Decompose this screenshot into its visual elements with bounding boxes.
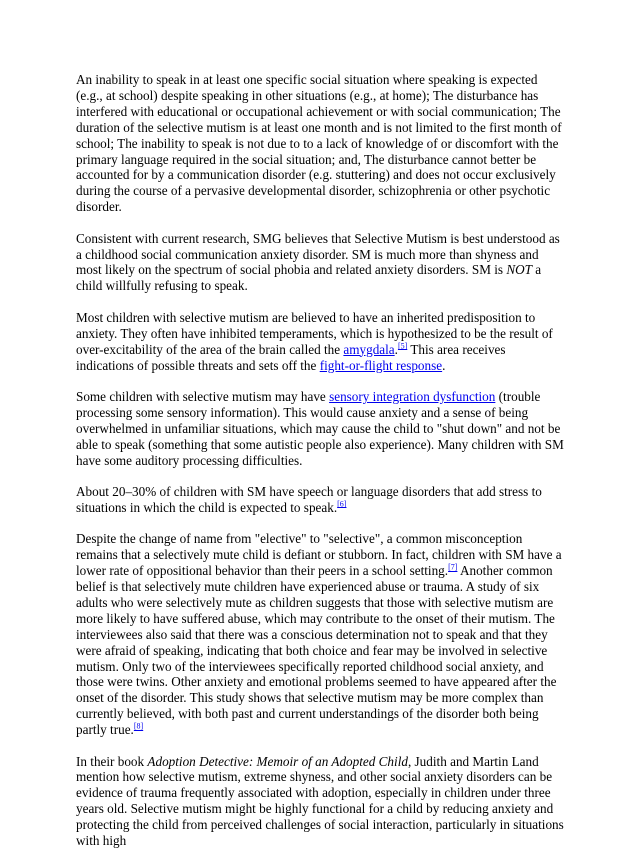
link-fight-or-flight[interactable]: fight-or-flight response: [319, 357, 443, 373]
document-page: [76, 72, 564, 864]
paragraph-text: An inability to speak in at least one specific social situation where speaking is expected (e.g., at school) despite speaking in other situations (e.g., at home); The disturbance has interfered with educational or occupational achievement or with social communication; The duration of the selective mutism is at least one month and is not limited to the first month of school; The inability to speak is not due to to a lack of knowledge of or discomfort with the primary language required in the social situation; and, The disturbance cannot better be accounted for by a communication disorder (e.g. stuttering) and does not occur exclusively during the course of a pervasive developmental disorder, schizophrenia or other psychotic disorder.: [76, 72, 562, 215]
paragraph-text: This area receives indications of possible threats and sets off the: [76, 341, 506, 373]
paragraph-text: Another common belief is that selectively mute children have experienced abuse or trauma. A study of six adults who were selectively mute as children suggests that those with selective mutism are more likely to have suffered abuse, which may contribute to the onset of their mutism. The interviewees also said that there was a conscious determination not to speak and that they were afraid of speaking, indicating that both choice and fear may be involved in selective mutism. Only two of the interviewees specifically reported childhood social anxiety, and those were twins. Other anxiety and emotional problems seemed to have appeared after the onset of the disorder. This study shows that selective mutism may be more complex than currently believed, with both past and current understandings of the disorder both being partly true.: [76, 563, 557, 738]
paragraph-text: .: [394, 341, 398, 357]
paragraph-smg-view: [76, 231, 564, 295]
paragraph-adoption: [76, 754, 564, 849]
paragraph-text: About 20–30% of children with SM have speech or language disorders that add stress to situations in which the child is expected to speak.: [76, 483, 542, 515]
footnote-ref-5: [398, 341, 407, 350]
paragraph-diagnostic-criteria: [76, 72, 564, 215]
paragraph-sensory: [76, 389, 564, 469]
paragraph-text: .: [442, 357, 446, 373]
footnote-link-7[interactable]: [7]: [448, 562, 458, 572]
emphasis-not: NOT: [506, 262, 532, 278]
footnote-link-5[interactable]: [5]: [397, 341, 408, 351]
paragraph-text: In their book: [76, 753, 148, 769]
footnote-ref-6: [337, 499, 346, 508]
paragraph-text: (trouble processing some sensory information). This would cause anxiety and a sense of being overwhelmed in unfamiliar situations, which may cause the child to "shut down" and not be able to speak (something that some autistic people also experience). Many children with SM have some auditory processing difficulties.: [76, 388, 564, 468]
paragraph-misconceptions: [76, 531, 564, 738]
footnote-link-8[interactable]: [8]: [133, 721, 144, 731]
paragraph-text: Consistent with current research, SMG believes that Selective Mutism is best understood as a childhood social communication anxiety disorder. SM is much more than shyness and most likely on the spectrum of social phobia and related anxiety disorders. SM is: [76, 230, 560, 278]
paragraph-text: , Judith and Martin Land mention how selective mutism, extreme shyness, and other social anxiety disorders can be evidence of trauma frequently associated with adoption, especially in children under three years old. Selective mutism might be highly functional for a child by reducing anxiety and protecting the child from perceived challenges of social interaction, particularly in situations with high: [76, 753, 564, 849]
paragraph-speech-disorders: [76, 484, 564, 516]
footnote-ref-7: [448, 563, 457, 572]
book-title: Adoption Detective: Memoir of an Adopted Child: [147, 753, 408, 769]
link-sensory-integration[interactable]: sensory integration dysfunction: [329, 388, 496, 404]
paragraph-text: Some children with selective mutism may have: [76, 388, 330, 404]
footnote-ref-8: [134, 722, 143, 731]
paragraph-text: a child willfully refusing to speak.: [76, 262, 542, 294]
footnote-link-6[interactable]: [6]: [337, 499, 347, 509]
paragraph-text: Most children with selective mutism are believed to have an inherited predisposition to anxiety. They often have inhibited temperaments, which is hypothesized to be the result of over-excitability of the area of the brain called the: [76, 309, 553, 357]
paragraph-text: Despite the change of name from "elective" to "selective", a common misconception remains that a selectively mute child is defiant or stubborn. In fact, children with SM have a lower rate of oppositional behavior than their peers in a school setting.: [76, 531, 562, 579]
paragraph-predisposition: [76, 310, 564, 374]
link-amygdala[interactable]: amygdala: [343, 341, 395, 357]
